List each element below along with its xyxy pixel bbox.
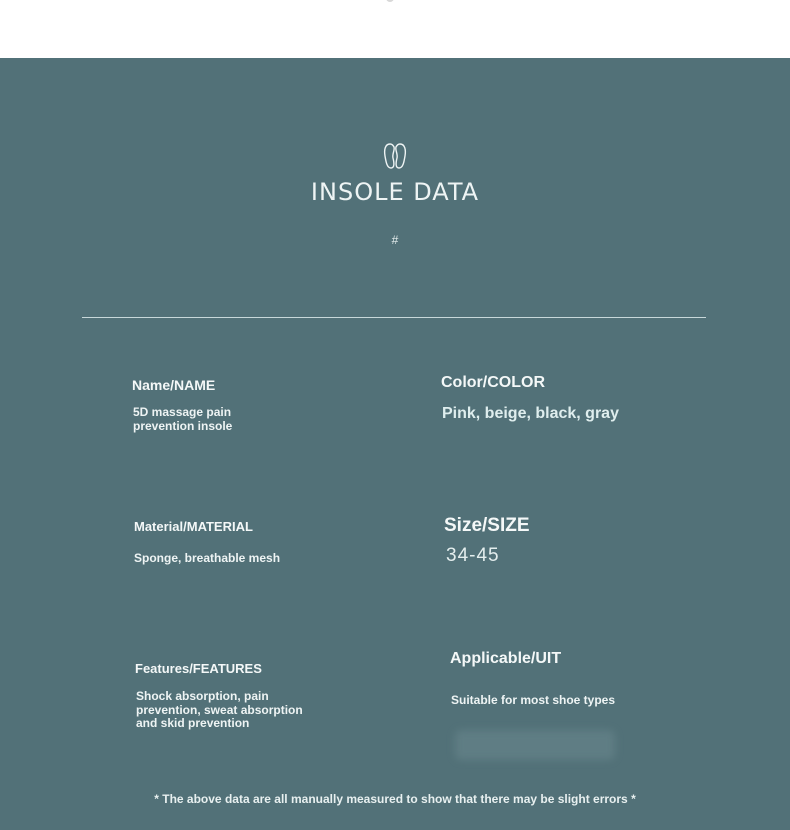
hash-symbol: # (391, 233, 399, 247)
page-title: INSOLE DATA (310, 178, 480, 206)
applicable-value: Suitable for most shoe types (451, 693, 616, 707)
name-value: 5D massage pain prevention insole (133, 405, 233, 433)
divider (82, 317, 706, 318)
insole-pair-icon (382, 142, 408, 170)
material-value: Sponge, breathable mesh (134, 551, 281, 565)
material-label: Material/MATERIAL (134, 519, 253, 534)
blurred-area (455, 730, 615, 760)
footnote: * The above data are all manually measured to show that there may be slight errors * (154, 792, 636, 806)
color-label: Color/COLOR (441, 374, 545, 391)
top-mark (386, 0, 394, 2)
name-label: Name/NAME (132, 377, 216, 393)
top-strip (0, 0, 790, 58)
color-value: Pink, beige, black, gray (442, 405, 619, 422)
features-value: Shock absorption, pain prevention, sweat absorption and skid prevention (136, 689, 303, 730)
applicable-label: Applicable/UIT (450, 650, 562, 667)
data-panel (0, 58, 790, 830)
size-label: Size/SIZE (444, 515, 530, 536)
size-value: 34-45 (446, 545, 500, 566)
features-label: Features/FEATURES (135, 661, 262, 676)
